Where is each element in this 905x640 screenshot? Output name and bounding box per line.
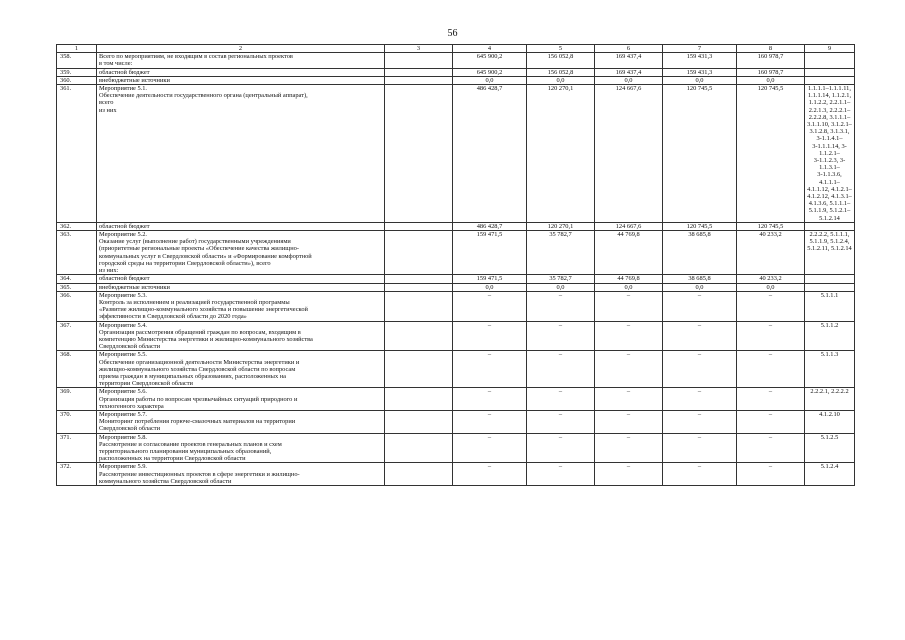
value-cell: 124 667,6: [595, 85, 663, 223]
value-cell: –: [663, 351, 737, 388]
column-header: 6: [595, 45, 663, 53]
value-cell: –: [527, 410, 595, 433]
row-description: областной бюджет: [97, 68, 385, 76]
value-cell: [385, 388, 453, 411]
table-row: [57, 291, 855, 321]
page-number: 56: [447, 28, 458, 39]
value-cell: 40 233,2: [737, 275, 805, 283]
value-cell: [385, 351, 453, 388]
value-cell: [385, 53, 453, 68]
table-row: [57, 283, 855, 291]
value-cell: –: [595, 321, 663, 351]
value-cell: 0,0: [737, 283, 805, 291]
value-cell: –: [453, 321, 527, 351]
target-indicators: [805, 222, 855, 230]
value-cell: 645 900,2: [453, 53, 527, 68]
value-cell: 160 978,7: [737, 53, 805, 68]
row-description: Мероприятие 5.9. Рассмотрение инвестиционных проектов в сфере энергетики и жилищно- коммунального хозяйства Свердловской области: [97, 463, 385, 486]
row-number: 360.: [57, 76, 97, 84]
value-cell: –: [663, 291, 737, 321]
table-header-row: [57, 45, 855, 53]
value-cell: 44 769,8: [595, 231, 663, 275]
table-row: [57, 68, 855, 76]
row-number: 365.: [57, 283, 97, 291]
value-cell: –: [663, 433, 737, 463]
column-header: 1: [57, 45, 97, 53]
value-cell: 0,0: [595, 76, 663, 84]
row-number: 368.: [57, 351, 97, 388]
table-row: [57, 351, 855, 388]
table-row: [57, 410, 855, 433]
table-row: [57, 85, 855, 223]
column-header: 7: [663, 45, 737, 53]
value-cell: [385, 410, 453, 433]
table-row: [57, 222, 855, 230]
value-cell: –: [527, 388, 595, 411]
column-header: 3: [385, 45, 453, 53]
target-indicators: [805, 283, 855, 291]
row-description: Мероприятие 5.1. Обеспечение деятельности государственного органа (центральный аппарат), всего из них: [97, 85, 385, 223]
value-cell: [385, 231, 453, 275]
table-row: [57, 388, 855, 411]
value-cell: –: [527, 463, 595, 486]
value-cell: 44 769,8: [595, 275, 663, 283]
value-cell: –: [453, 410, 527, 433]
value-cell: –: [595, 291, 663, 321]
row-description: Мероприятие 5.4. Организация рассмотрения обращений граждан по вопросам, входящим в компетенцию Министерства энергетики и жилищно-коммунального хозяйства Свердловской области: [97, 321, 385, 351]
value-cell: [385, 433, 453, 463]
target-indicators: 2.2.2.2, 5.1.1.1, 5.1.1.9, 5.1.2.4, 5.1.2.11, 5.1.2.14: [805, 231, 855, 275]
table-row: [57, 321, 855, 351]
value-cell: –: [453, 463, 527, 486]
value-cell: –: [527, 291, 595, 321]
value-cell: 0,0: [663, 76, 737, 84]
row-description: Всего по мероприятиям, не входящим в состав региональных проектов в том числе:: [97, 53, 385, 68]
target-indicators: 5.1.1.3: [805, 351, 855, 388]
value-cell: 40 233,2: [737, 231, 805, 275]
row-description: Мероприятие 5.6. Организация работы по вопросам чрезвычайных ситуаций природного и техногенного характера: [97, 388, 385, 411]
value-cell: –: [595, 388, 663, 411]
table-row: [57, 76, 855, 84]
value-cell: 120 270,1: [527, 222, 595, 230]
target-indicators: [805, 68, 855, 76]
row-number: 372.: [57, 463, 97, 486]
value-cell: 0,0: [453, 76, 527, 84]
value-cell: 156 052,8: [527, 68, 595, 76]
row-number: 364.: [57, 275, 97, 283]
value-cell: –: [595, 463, 663, 486]
value-cell: –: [737, 410, 805, 433]
value-cell: 38 685,8: [663, 275, 737, 283]
target-indicators: 1.1.1.1–1.1.1.11, 1.1.1.14, 1.1.2.1, 1.1.2.2, 2.2.1.1– 2.2.1.3, 2.2.2.1– 2.2.2.8, 3.1.1.1– 3.1.1.10, 3.1.2.1– 3.1.2.8, 3.1.3.1, 3-1.1.4.1– 3-1.1.1.14, 3-1.1.2.1– 3-1.1.2.3, 3-1.1.3.1– 3-1.1.3.6, 4.1.1.1– 4.1.1.12, 4.1.2.1– 4.1.2.12, 4.1.3.1– 4.1.3.6, 5.1.1.1– 5.1.1.9, 5.1.2.1– 5.1.2.14: [805, 85, 855, 223]
target-indicators: [805, 275, 855, 283]
value-cell: 169 437,4: [595, 53, 663, 68]
column-header: 8: [737, 45, 805, 53]
row-number: 358.: [57, 53, 97, 68]
value-cell: 159 431,3: [663, 68, 737, 76]
program-table: [56, 44, 855, 486]
value-cell: 35 782,7: [527, 231, 595, 275]
value-cell: –: [663, 388, 737, 411]
value-cell: 35 782,7: [527, 275, 595, 283]
value-cell: [385, 76, 453, 84]
value-cell: –: [663, 321, 737, 351]
row-number: 366.: [57, 291, 97, 321]
value-cell: –: [737, 291, 805, 321]
value-cell: –: [595, 410, 663, 433]
value-cell: –: [453, 351, 527, 388]
row-number: 371.: [57, 433, 97, 463]
value-cell: [385, 321, 453, 351]
value-cell: [385, 85, 453, 223]
target-indicators: 5.1.1.2: [805, 321, 855, 351]
column-header: 2: [97, 45, 385, 53]
value-cell: –: [453, 433, 527, 463]
value-cell: 120 745,5: [663, 85, 737, 223]
value-cell: 160 978,7: [737, 68, 805, 76]
value-cell: 120 745,5: [737, 222, 805, 230]
row-description: внебюджетные источники: [97, 283, 385, 291]
value-cell: 169 437,4: [595, 68, 663, 76]
value-cell: –: [595, 433, 663, 463]
target-indicators: 4.1.2.10: [805, 410, 855, 433]
row-description: Мероприятие 5.2. Оказание услуг (выполнение работ) государственными учреждениями (приоритетные региональные проекты «Обеспечение качества жилищно- коммунальных услуг в Свердловской области» и «Формирование комфортной городской среды на территории Свердловской области»), всего из них:: [97, 231, 385, 275]
value-cell: 486 428,7: [453, 85, 527, 223]
value-cell: [385, 291, 453, 321]
value-cell: [385, 275, 453, 283]
value-cell: –: [527, 321, 595, 351]
row-number: 369.: [57, 388, 97, 411]
column-header: 4: [453, 45, 527, 53]
target-indicators: 2.2.2.1, 2.2.2.2: [805, 388, 855, 411]
value-cell: –: [737, 351, 805, 388]
value-cell: –: [453, 291, 527, 321]
value-cell: 120 745,5: [737, 85, 805, 223]
value-cell: 0,0: [595, 283, 663, 291]
value-cell: –: [453, 388, 527, 411]
value-cell: 159 471,5: [453, 275, 527, 283]
value-cell: 0,0: [737, 76, 805, 84]
value-cell: 0,0: [663, 283, 737, 291]
table-row: [57, 231, 855, 275]
value-cell: [385, 68, 453, 76]
table-row: [57, 53, 855, 68]
value-cell: 120 745,5: [663, 222, 737, 230]
target-indicators: [805, 53, 855, 68]
value-cell: –: [527, 433, 595, 463]
row-description: областной бюджет: [97, 222, 385, 230]
value-cell: [385, 463, 453, 486]
value-cell: 159 471,5: [453, 231, 527, 275]
value-cell: 156 052,8: [527, 53, 595, 68]
value-cell: –: [527, 351, 595, 388]
row-number: 362.: [57, 222, 97, 230]
value-cell: [385, 222, 453, 230]
value-cell: –: [737, 388, 805, 411]
column-header: 9: [805, 45, 855, 53]
value-cell: 0,0: [453, 283, 527, 291]
target-indicators: 5.1.2.4: [805, 463, 855, 486]
row-description: внебюджетные источники: [97, 76, 385, 84]
table-row: [57, 275, 855, 283]
value-cell: 120 270,1: [527, 85, 595, 223]
value-cell: [385, 283, 453, 291]
value-cell: –: [737, 321, 805, 351]
value-cell: –: [737, 463, 805, 486]
value-cell: –: [595, 351, 663, 388]
value-cell: 486 428,7: [453, 222, 527, 230]
row-number: 370.: [57, 410, 97, 433]
table-row: [57, 463, 855, 486]
target-indicators: [805, 76, 855, 84]
row-number: 367.: [57, 321, 97, 351]
row-description: Мероприятие 5.7. Мониторинг потребления горюче-смазочных материалов на территории Свердловской области: [97, 410, 385, 433]
value-cell: 0,0: [527, 76, 595, 84]
table-row: [57, 433, 855, 463]
value-cell: –: [663, 463, 737, 486]
row-number: 361.: [57, 85, 97, 223]
target-indicators: 5.1.1.1: [805, 291, 855, 321]
value-cell: –: [737, 433, 805, 463]
column-header: 5: [527, 45, 595, 53]
row-description: Мероприятие 5.8. Рассмотрение и согласование проектов генеральных планов и схем территориального планирования муниципальных образований, расположенных на территории Свердловской области: [97, 433, 385, 463]
row-number: 359.: [57, 68, 97, 76]
value-cell: –: [663, 410, 737, 433]
value-cell: 645 900,2: [453, 68, 527, 76]
row-description: Мероприятие 5.5. Обеспечение организационной деятельности Министерства энергетики и жилищно-коммунального хозяйства Свердловской области по вопросам приема граждан в муниципальных образованиях, расположенных на территории Свердловской области: [97, 351, 385, 388]
row-number: 363.: [57, 231, 97, 275]
value-cell: 124 667,6: [595, 222, 663, 230]
value-cell: 159 431,3: [663, 53, 737, 68]
value-cell: 0,0: [527, 283, 595, 291]
row-description: Мероприятие 5.3. Контроль за исполнением и реализацией государственной программы «Развитие жилищно-коммунального хозяйства и повышение энергетической эффективности в Свердловской области до 2020 года»: [97, 291, 385, 321]
target-indicators: 5.1.2.5: [805, 433, 855, 463]
row-description: областной бюджет: [97, 275, 385, 283]
value-cell: 38 685,8: [663, 231, 737, 275]
